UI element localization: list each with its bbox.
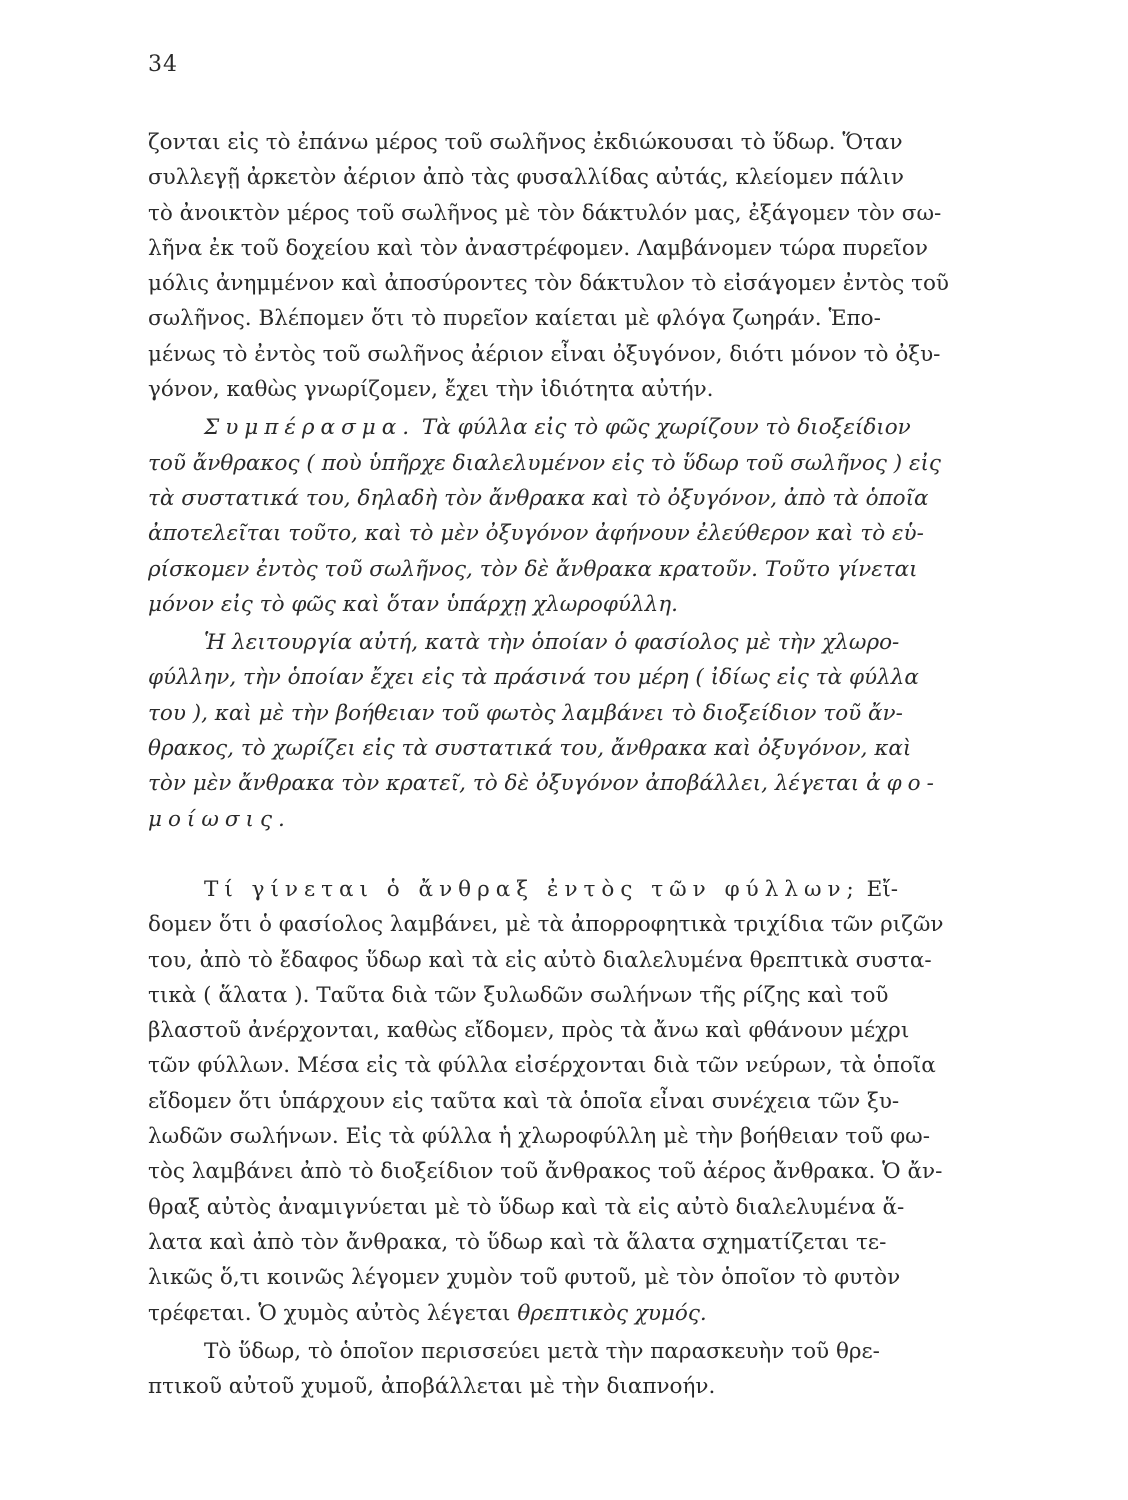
text-line: του ), καὶ μὲ τὴν βοήθειαν τοῦ φωτὸς λαμβάνει τὸ διοξείδιον τοῦ ἄν-: [148, 700, 903, 726]
text-line: μόνον εἰς τὸ φῶς καὶ ὅταν ὑπάρχῃ χλωροφύλλη.: [148, 591, 678, 617]
text-line: [148, 766, 1008, 801]
term-assimilation-part2: μοίωσις.: [148, 806, 291, 832]
conclusion-heading: Συμπέρασμα.: [204, 415, 416, 441]
text-line: [148, 410, 1008, 445]
text-line: ἀποτελεῖται τοῦτο, καὶ τὸ μὲν ὀξυγόνον ἀφήνουν ἐλεύθερον καὶ τὸ εὑ-: [148, 521, 924, 547]
text-line: θραξ αὐτὸς ἀναμιγνύεται μὲ τὸ ὕδωρ καὶ τὰ εἰς αὐτὸ διαλελυμένα ἅ-: [148, 1194, 905, 1220]
text-line: φύλλην, τὴν ὁποίαν ἔχει εἰς τὰ πράσινά του μέρη ( ἰδίως εἰς τὰ φύλλα: [148, 665, 919, 691]
text-line: του, ἀπὸ τὸ ἔδαφος ὕδωρ καὶ τὰ εἰς αὐτὸ διαλελυμένα θρεπτικὰ συστα-: [148, 947, 932, 973]
text-line: τοῦ ἄνθρακος ( ποὺ ὑπῆρχε διαλελυμένον εἰς τὸ ὕδωρ τοῦ σωλῆνος ) εἰς: [148, 450, 941, 476]
text-line: λωδῶν σωλήνων. Εἰς τὰ φύλλα ἡ χλωροφύλλη μὲ τὴν βοήθειαν τοῦ φω-: [148, 1124, 930, 1150]
section-last-line: τρέφεται. Ὁ χυμὸς αὐτὸς λέγεται: [148, 1300, 511, 1326]
text-line: συλλεγῇ ἀρκετὸν ἀέριον ἀπὸ τὰς φυσαλλίδας αὐτάς, κλείομεν πάλιν: [148, 165, 904, 191]
definition-line-5: τὸν μὲν ἄνθρακα τὸν κρατεῖ, τὸ δὲ ὀξυγόνον ἀποβάλλει, λέγεται: [148, 771, 860, 797]
text-line: θρακος, τὸ χωρίζει εἰς τὰ συστατικά του, ἄνθρακα καὶ ὀξυγόνον, καὶ: [148, 736, 912, 762]
text-line: τὸς λαμβάνει ἀπὸ τὸ διοξείδιον τοῦ ἄνθρακος τοῦ ἀέρος ἄνθρακα. Ὁ ἄν-: [148, 1159, 943, 1185]
text-line: τὸ ἀνοικτὸν μέρος τοῦ σωλῆνος μὲ τὸν δάκτυλόν μας, ἐξάγομεν τὸν σω-: [148, 200, 942, 226]
text-line: [148, 872, 1008, 907]
text-line: τὰ συστατικά του, δηλαδὴ τὸν ἄνθρακα καὶ τὸ ὀξυγόνον, ἀπὸ τὰ ὁποῖα: [148, 485, 929, 511]
section-heading: Τί γίνεται ὁ ἄνθραξ ἐντὸς τῶν φύλλων;: [204, 876, 860, 902]
text-line: μένως τὸ ἐντὸς τοῦ σωλῆνος ἀέριον εἶναι ὀξυγόνον, διότι μόνον τὸ ὀξυ-: [148, 341, 941, 367]
text-line: λῆνα ἐκ τοῦ δοχείου καὶ τὸν ἀναστρέφομεν. Λαμβάνομεν τώρα πυρεῖον: [148, 235, 928, 261]
text-line: πτικοῦ αὐτοῦ χυμοῦ, ἀποβάλλεται μὲ τὴν διαπνοήν.: [148, 1374, 716, 1400]
text-column: [148, 125, 1008, 1404]
text-line: Τὸ ὕδωρ, τὸ ὁποῖον περισσεύει μετὰ τὴν παρασκευὴν τοῦ θρε-: [204, 1338, 880, 1364]
text-line: σωλῆνος. Βλέπομεν ὅτι τὸ πυρεῖον καίεται μὲ φλόγα ζωηράν. Ἑπο-: [148, 306, 881, 332]
text-line: ρίσκομεν ἐντὸς τοῦ σωλῆνος, τὸν δὲ ἄνθρακα κρατοῦν. Τοῦτο γίνεται: [148, 556, 918, 582]
page-number: 34: [148, 52, 178, 77]
text-line: δομεν ὅτι ὁ φασίολος λαμβάνει, μὲ τὰ ἀπορροφητικὰ τριχίδια τῶν ριζῶν: [148, 912, 944, 938]
text-line: [148, 1296, 1008, 1331]
text-line: Ἡ λειτουργία αὐτή, κατὰ τὴν ὁποίαν ὁ φασίολος μὲ τὴν χλωρο-: [204, 630, 900, 656]
text-line: τῶν φύλλων. Μέσα εἰς τὰ φύλλα εἰσέρχονται διὰ τῶν νεύρων, τὰ ὁποῖα: [148, 1053, 936, 1079]
text-line: μόλις ἀνημμένον καὶ ἀποσύροντες τὸν δάκτυλον τὸ εἰσάγομεν ἐντὸς τοῦ: [148, 271, 950, 297]
text-line: βλαστοῦ ἀνέρχονται, καθὼς εἴδομεν, πρὸς τὰ ἄνω καὶ φθάνουν μέχρι: [148, 1018, 910, 1044]
term-assimilation-part1: ἀφο-: [866, 771, 940, 797]
text-line: γόνον, καθὼς γνωρίζομεν, ἔχει τὴν ἰδιότητα αὐτήν.: [148, 377, 714, 403]
text-line: [148, 802, 1008, 837]
paragraph-experiment: [148, 125, 1008, 407]
text-line: τικὰ ( ἅλατα ). Ταῦτα διὰ τῶν ξυλωδῶν σωλήνων τῆς ρίζης καὶ τοῦ: [148, 982, 889, 1008]
text-line: ζονται εἰς τὸ ἐπάνω μέρος τοῦ σωλῆνος ἐκδιώκουσαι τὸ ὕδωρ. Ὅταν: [148, 130, 903, 155]
paragraph-transpiration: [148, 1334, 1008, 1405]
text-line: εἴδομεν ὅτι ὑπάρχουν εἰς ταῦτα καὶ τὰ ὁποῖα εἶναι συνέχεια τῶν ξυ-: [148, 1088, 900, 1114]
term-nutrient-sap: θρεπτικὸς χυμός.: [517, 1300, 707, 1326]
paragraph-conclusion: [148, 410, 1008, 622]
conclusion-first-line: Τὰ φύλλα εἰς τὸ φῶς χωρίζουν τὸ διοξείδιον: [421, 415, 911, 441]
section-first-line: Εἴ-: [866, 876, 899, 902]
text-line: λικῶς ὅ,τι κοινῶς λέγομεν χυμὸν τοῦ φυτοῦ, μὲ τὸν ὁποῖον τὸ φυτὸν: [148, 1265, 901, 1291]
paragraph-carbon-in-leaves: [148, 872, 1008, 1331]
paragraph-definition: [148, 625, 1008, 837]
text-line: λατα καὶ ἀπὸ τὸν ἄνθρακα, τὸ ὕδωρ καὶ τὰ ἅλατα σχηματίζεται τε-: [148, 1229, 887, 1255]
